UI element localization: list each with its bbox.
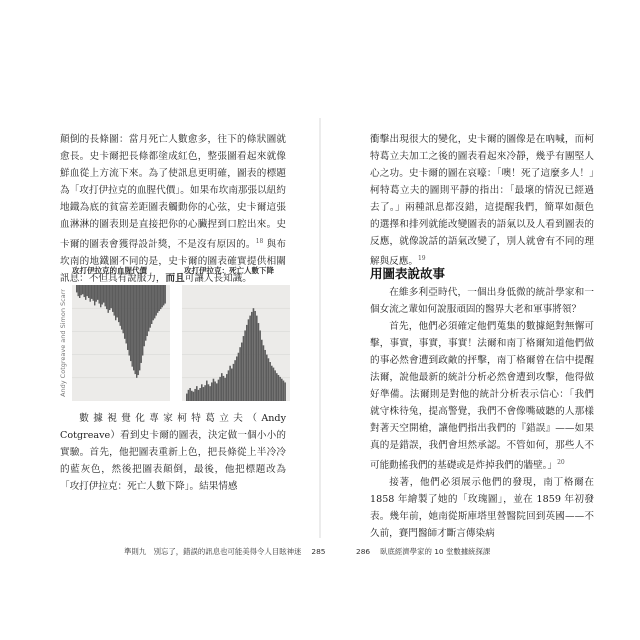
left-page-paragraph-2	[60, 410, 286, 495]
left-paragraph-1-text-cont: 與布坎南的地鐵圖不同的是，史卡爾的圖表確實提供相關訊息：不但具有說服力，	[60, 239, 286, 285]
chart-bar	[84, 285, 85, 297]
chart-bar	[135, 285, 136, 374]
chart-2-title: 攻打伊拉克：死亡人數下降	[184, 266, 274, 275]
chart-bar	[88, 285, 89, 298]
chart-bar	[147, 285, 148, 336]
chart-bar	[129, 285, 130, 356]
chart-bar	[109, 285, 110, 310]
chart-bar	[141, 285, 142, 363]
chart-bar	[96, 285, 97, 302]
chart-bar	[194, 389, 196, 401]
chart-bar	[218, 380, 220, 401]
chart-bar	[259, 330, 261, 401]
chart-bar	[219, 377, 221, 401]
chart-bar	[198, 390, 200, 401]
chart-bar	[191, 391, 193, 401]
chart-bar	[94, 285, 95, 305]
footnote-ref-19: 19	[417, 255, 426, 262]
chart-bar	[145, 285, 146, 341]
chart-bar	[276, 373, 278, 401]
chart-bar	[243, 336, 245, 401]
left-paragraph-1-end: 可讓人長知識。	[184, 273, 252, 285]
chart-bar	[238, 353, 240, 401]
chart-bar	[224, 378, 226, 401]
chart-bar	[209, 386, 211, 401]
chart-bar	[99, 285, 100, 304]
right-footer	[356, 546, 490, 557]
chart-bar	[244, 330, 246, 401]
chart-bar	[162, 285, 163, 307]
chart-bar	[91, 285, 92, 299]
chart-bar	[85, 285, 86, 300]
chart-bar	[226, 374, 228, 401]
chart-bar	[159, 285, 160, 311]
chart-bar	[87, 285, 88, 296]
chart-bar	[211, 382, 213, 401]
chart-bar	[103, 285, 104, 303]
chart-bar	[281, 379, 283, 401]
left-page-paragraph-1	[60, 131, 286, 287]
left-footer	[124, 546, 326, 557]
emphasis-text: 而且	[165, 273, 185, 285]
chart-bar	[269, 362, 271, 401]
chart-bar	[93, 285, 94, 301]
chart-bar	[221, 373, 223, 401]
chart-bar	[264, 350, 266, 401]
chart-bar	[231, 369, 233, 401]
chart-bar	[256, 316, 258, 401]
chart-bar	[121, 285, 122, 330]
chart-bar	[271, 366, 273, 401]
right-page-paragraph-1	[370, 131, 594, 270]
left-paragraph-2-text: 數據視覺化專家柯特葛立夫（Andy Cotgreave）看到史卡爾的圖表，決定做一個小小的實驗。首先，他把圖表重新上色，把長條從上半冷冷的藍灰色，然後把圖表顛倒，最後，他把標題改為「攻打伊拉克：死亡人數下降」。結果情感	[60, 413, 286, 492]
chart-bar	[163, 285, 164, 305]
left-page-number: 285	[311, 547, 326, 556]
chart-bar	[157, 285, 158, 313]
chart-bar	[206, 381, 208, 401]
chart-bar	[223, 376, 225, 401]
chart-bar	[196, 386, 198, 401]
chart-bar	[139, 285, 140, 370]
chart-bar	[213, 379, 215, 401]
chart-bar	[236, 356, 238, 401]
chart-bar	[258, 323, 260, 401]
chart-bar	[114, 285, 115, 316]
chart-bar	[199, 388, 201, 401]
chart-bar	[254, 311, 256, 401]
chart-bar	[261, 340, 263, 401]
chart-bar	[124, 285, 125, 339]
chart-bar	[82, 285, 83, 294]
chart-bar	[273, 368, 275, 401]
chart-bar	[234, 360, 236, 401]
chart-bar	[108, 285, 109, 313]
chart-bar	[90, 285, 91, 302]
chart-bar	[278, 375, 280, 401]
upright-area-chart	[182, 285, 290, 401]
chart-bar	[115, 285, 116, 320]
chart-bar	[138, 285, 139, 375]
chart-bar	[203, 387, 205, 401]
chart-bar	[106, 285, 107, 309]
chart-bar	[251, 312, 253, 401]
chart-bar	[248, 319, 250, 401]
chart-bar	[112, 285, 113, 312]
chart-bar	[249, 316, 251, 401]
chart-bar	[153, 285, 154, 320]
right-page-body	[370, 284, 594, 542]
chart-bar	[186, 394, 188, 401]
chart-bar	[130, 285, 131, 361]
chart-bar	[165, 285, 166, 304]
chart-bar	[266, 355, 268, 401]
chart-bar	[279, 377, 281, 401]
chart-bar	[117, 285, 118, 317]
chart-bar	[105, 285, 106, 306]
chart-bar	[201, 384, 203, 401]
chart-bar	[154, 285, 155, 318]
chart-bar	[126, 285, 127, 343]
chart-bar	[136, 285, 137, 378]
chart-bar	[150, 285, 151, 328]
chart-bar	[216, 383, 218, 401]
chart-bar	[127, 285, 128, 350]
chart-bar	[246, 325, 248, 401]
inverted-bar-chart	[72, 285, 170, 401]
left-running-title: 準則九 別忘了，錯誤的訊息也可能美得令人目眩神迷	[124, 547, 302, 556]
chart-bar	[102, 285, 103, 304]
chart-bar	[239, 347, 241, 401]
chart-bar	[81, 285, 82, 295]
chart-bar	[274, 370, 276, 401]
right-paragraph-3-text: 首先，他們必須確定他們蒐集的數據絕對無懈可擊，事實，事實，事實！法爾和南丁格爾知道他們做的事必然會遭到政敵的抨擊，南丁格爾曾在信中提醒法爾，說他最新的統計分析必然會遭到攻擊，他得做好準備。法爾則是對他的統計分析表示信心：「我們就守株待兔，提高警覺，我們不會像嘴破聽的人那樣對著天空開槍，讓他們指出我們的『錯誤』——如果真的是錯誤，我們會坦然承認。不管如何，那些人不可能動搖我們的基礎或是炸掉我們的牆壁。」	[370, 321, 594, 472]
footnote-ref-18: 18	[255, 238, 264, 245]
chart-bar	[142, 285, 143, 356]
right-paragraph-3	[370, 318, 594, 474]
chart-bar	[79, 285, 80, 298]
chart-bar	[214, 382, 216, 401]
section-heading: 用圖表說故事	[370, 266, 446, 281]
chart-bar	[263, 345, 265, 401]
left-paragraph-1-text: 顛倒的長條圖：當月死亡人數愈多，往下的條狀圖就愈長。史卡爾把長條都塗成紅色，整張圖看起來就像鮮血從上方流下來。為了使訊息更明確，圖表的標題為「攻打伊拉克的血腥代價」。如果布坎南那張以紐約地鐵為底的貧富差距圖表觸動你的心弦，史卡爾這張血淋淋的圖表則是直接把你的心臟捏到口腔出來。史卡爾的圖表會獲得設計獎，不是沒有原因的。	[60, 134, 286, 251]
chart-bar	[228, 370, 230, 401]
chart-bar	[120, 285, 121, 326]
chart-bar	[253, 308, 255, 401]
comparison-figure	[58, 265, 294, 403]
chart-1-title: 攻打伊拉克的血腥代價	[72, 266, 147, 275]
chart-bar	[133, 285, 134, 370]
chart-bar	[97, 285, 98, 300]
figure-credit-text: Andy Cotgreave and Simon Scarr	[59, 289, 67, 397]
chart-bar	[284, 382, 286, 401]
chart-bar	[283, 381, 285, 401]
chart-bar	[188, 390, 190, 401]
chart-bar	[151, 285, 152, 324]
chart-bar	[208, 384, 210, 401]
chart-bar	[100, 285, 101, 307]
chart-bar	[76, 285, 77, 292]
chart-bar	[233, 364, 235, 401]
chart-bar	[268, 358, 270, 401]
chart-bar	[241, 343, 243, 401]
chart-bar	[78, 285, 79, 296]
chart-bar	[132, 285, 133, 367]
right-paragraph-1-text: 衝擊出現很大的變化，史卡爾的圖像是在吶喊，而柯特葛立夫加工之後的圖表看起來冷靜，幾乎有團堅人心之功。史卡爾的圖在哀嚎：「噢！死了這麼多人！」柯特葛立夫的圖則平靜的指出：「最壞的情況已經過去了。」兩種訊息都沒錯，這提醒我們，簡單如顏色的選擇和排列就能改變圖表的語氣以及人看到圖表的反應，就像說話的語氣改變了，別人就會有不同的理解與反應。	[370, 134, 594, 268]
chart-bar	[193, 392, 195, 401]
chart-bar	[204, 385, 206, 401]
chart-bar	[229, 366, 231, 401]
chart-bar	[144, 285, 145, 346]
figure-credit	[58, 283, 68, 401]
chart-bar	[189, 388, 191, 401]
chart-bar	[148, 285, 149, 331]
right-paragraph-4: 接著，他們必須展示他們的發現，南丁格爾在 1858 年繪製了她的「玫瑰圖」，並在 1859 年初發表。幾年前，她南從斯庫塔里營醫院回到英國——不久前，賽門醫師才斷言傳染病	[370, 477, 594, 540]
chart-bar	[123, 285, 124, 333]
footnote-ref-20: 20	[557, 459, 565, 466]
chart-bar	[160, 285, 161, 309]
right-page-number: 286	[356, 547, 371, 556]
chart-bar	[111, 285, 112, 308]
right-running-title: 臥底經濟學家的 10 堂數據統探課	[380, 547, 491, 556]
chart-bar	[118, 285, 119, 322]
chart-bar	[156, 285, 157, 316]
right-paragraph-2: 在維多利亞時代，一個出身低微的統計學家和一個女流之輩如何說服頑固的醫界大老和軍事將領？	[370, 287, 594, 315]
